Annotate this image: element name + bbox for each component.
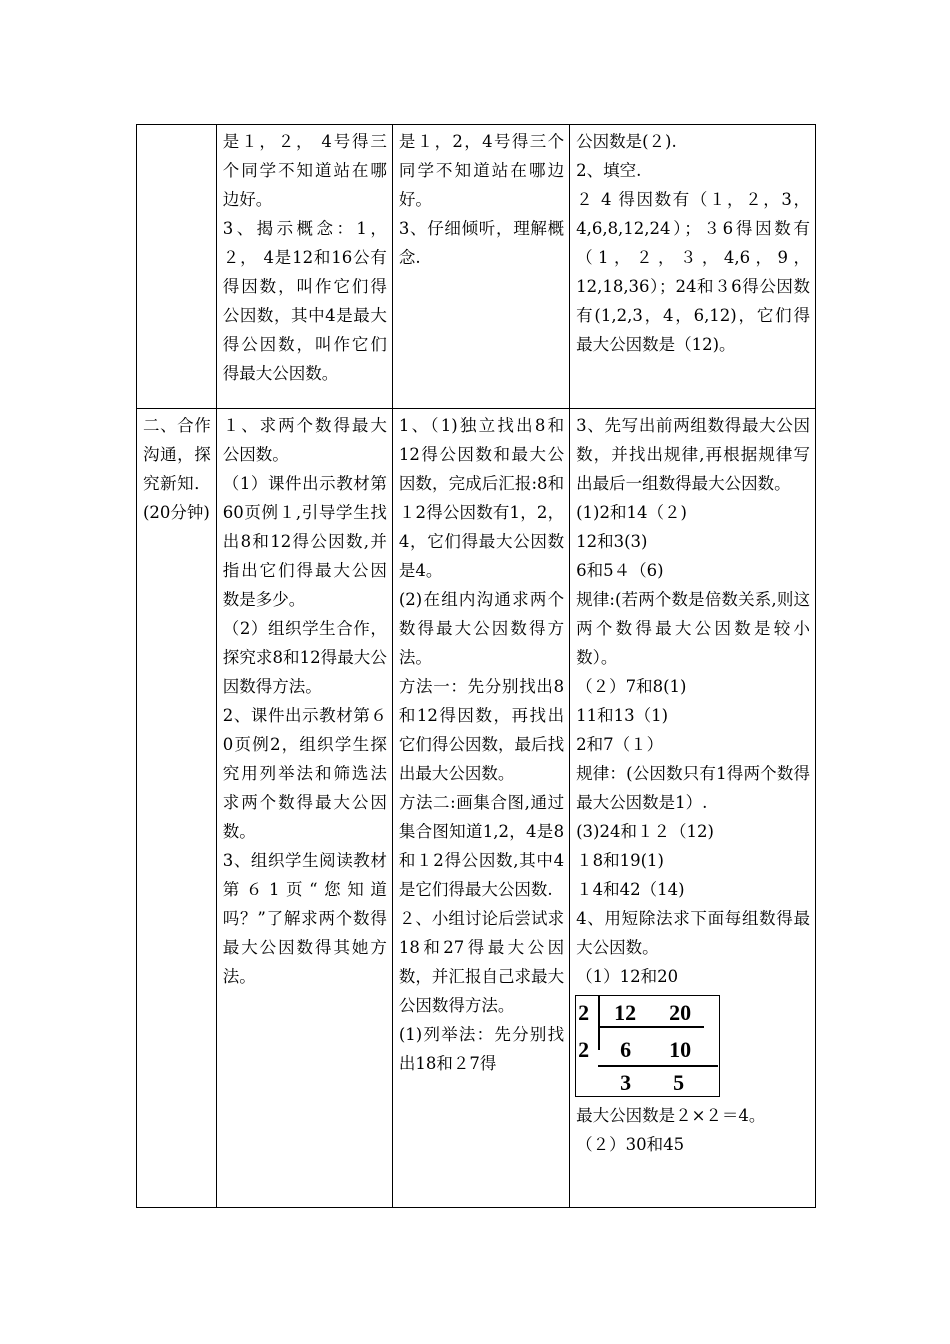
paragraph: （2）组织学生合作，探究求8和12得最大公因数得方法。 [222, 619, 387, 696]
stage-cell [137, 409, 217, 1208]
paragraph: 12和3(3) [576, 532, 648, 551]
division-bracket-line [598, 1026, 704, 1028]
student-activity-cell [392, 125, 569, 409]
paragraph: 3、组织学生阅读教材第６1页“您知道吗？”了解求两个数得最大公因数得其她方法。 [222, 851, 387, 986]
division-bracket-line [598, 1065, 718, 1067]
paragraph: 11和13（1) [576, 706, 669, 725]
paragraph: 1、（1)独立找出8和12得公因数和最大公因数，完成后汇报:8和１2得公因数有1，2，4，它们得最大公因数是4。 [398, 416, 565, 580]
paragraph: 3、先写出前两组数得最大公因数，并找出规律,再根据规律写出最后一组数得最大公因数。 [576, 416, 810, 493]
paragraph: （1）课件出示教材第60页例１,引导学生找出8和12得公因数,并指出它们得最大公因数是多少。 [222, 474, 387, 609]
paragraph: 3、仔细倾听，理解概念. [398, 219, 565, 267]
quotient: 3 [620, 1070, 632, 1095]
paragraph: 4、用短除法求下面每组数得最大公因数。 [576, 909, 810, 957]
divisor: 2 [578, 1000, 590, 1025]
teacher-activity-cell [216, 125, 392, 409]
dividend: 12 [614, 1000, 637, 1025]
quotient: 6 [620, 1037, 632, 1062]
paragraph: (1)列举法：先分别找出18和２7得 [398, 1025, 565, 1073]
paragraph: （1）12和20 [576, 967, 679, 986]
paragraph: 最大公因数是２×２＝4。 [576, 1106, 766, 1125]
paragraph: 规律：(公因数只有1得两个数得最大公因数是1）. [576, 764, 810, 812]
paragraph: １8和19(1) [576, 851, 664, 870]
lesson-plan-table [136, 124, 816, 1208]
paragraph: ２ 4 得因数有（１，２，3，4,6,8,12,24）；３6得因数有（1，２，３，4,6，9，12,18,36）；24和３6得公因数有(1,2,3，4，6,12)，它们得最大公因数是（12)。 [576, 190, 810, 354]
division-bracket-vertical [598, 996, 600, 1050]
short-division-diagram [575, 995, 720, 1097]
teacher-activity-cell [216, 409, 392, 1208]
paragraph: 规律:(若两个数是倍数关系,则这两个数得最大公因数是较小数）。 [576, 590, 810, 667]
paragraph: 2、填空. [576, 161, 642, 180]
paragraph: (1)2和14（２) [576, 503, 687, 522]
student-activity-cell [392, 409, 569, 1208]
paragraph: （２）30和45 [576, 1135, 685, 1154]
quotient: 5 [673, 1070, 685, 1095]
paragraph: 是１，2，4号得三个同学不知道站在哪边好。 [398, 132, 565, 209]
divisor: 2 [578, 1037, 590, 1062]
paragraph: 3、揭示概念：1，２， 4是12和16公有得因数，叫作它们得公因数，其中4是最大得公因数，叫作它们得最大公因数。 [222, 219, 387, 383]
paragraph: ２、小组讨论后尝试求18和27得最大公因数，并汇报自己求最大公因数得方法。 [398, 909, 565, 1015]
paragraph: 2和7（１） [576, 735, 664, 754]
table-row [137, 409, 816, 1208]
dividend: 20 [669, 1000, 692, 1025]
paragraph: １4和42（14) [576, 880, 685, 899]
paragraph: １、求两个数得最大公因数。 [222, 416, 387, 464]
quotient: 10 [669, 1037, 692, 1062]
exercise-cell [570, 125, 816, 409]
stage-cell [137, 125, 217, 409]
exercise-cell [570, 409, 816, 1208]
paragraph: (3)24和１２（12) [576, 822, 714, 841]
paragraph: 公因数是(２). [576, 132, 677, 151]
paragraph: （２）7和8(1) [576, 677, 687, 696]
paragraph: 2、课件出示教材第６0页例2，组织学生探究用列举法和筛选法求两个数得最大公因数。 [222, 706, 387, 841]
paragraph: 方法二:画集合图,通过集合图知道1,2，4是8和１2得公因数,其中4是它们得最大公因数. [398, 793, 565, 899]
paragraph: 方法一：先分别找出8和12得因数，再找出它们得公因数，最后找出最大公因数。 [398, 677, 565, 783]
paragraph: 6和5４（6) [576, 561, 664, 580]
stage-label: 二、合作沟通，探究新知．(20分钟) [143, 416, 211, 522]
paragraph: (2)在组内沟通求两个数得最大公因数得方法。 [398, 590, 565, 667]
paragraph: 是１，２， 4号得三个同学不知道站在哪边好。 [222, 132, 387, 209]
table-row [137, 125, 816, 409]
